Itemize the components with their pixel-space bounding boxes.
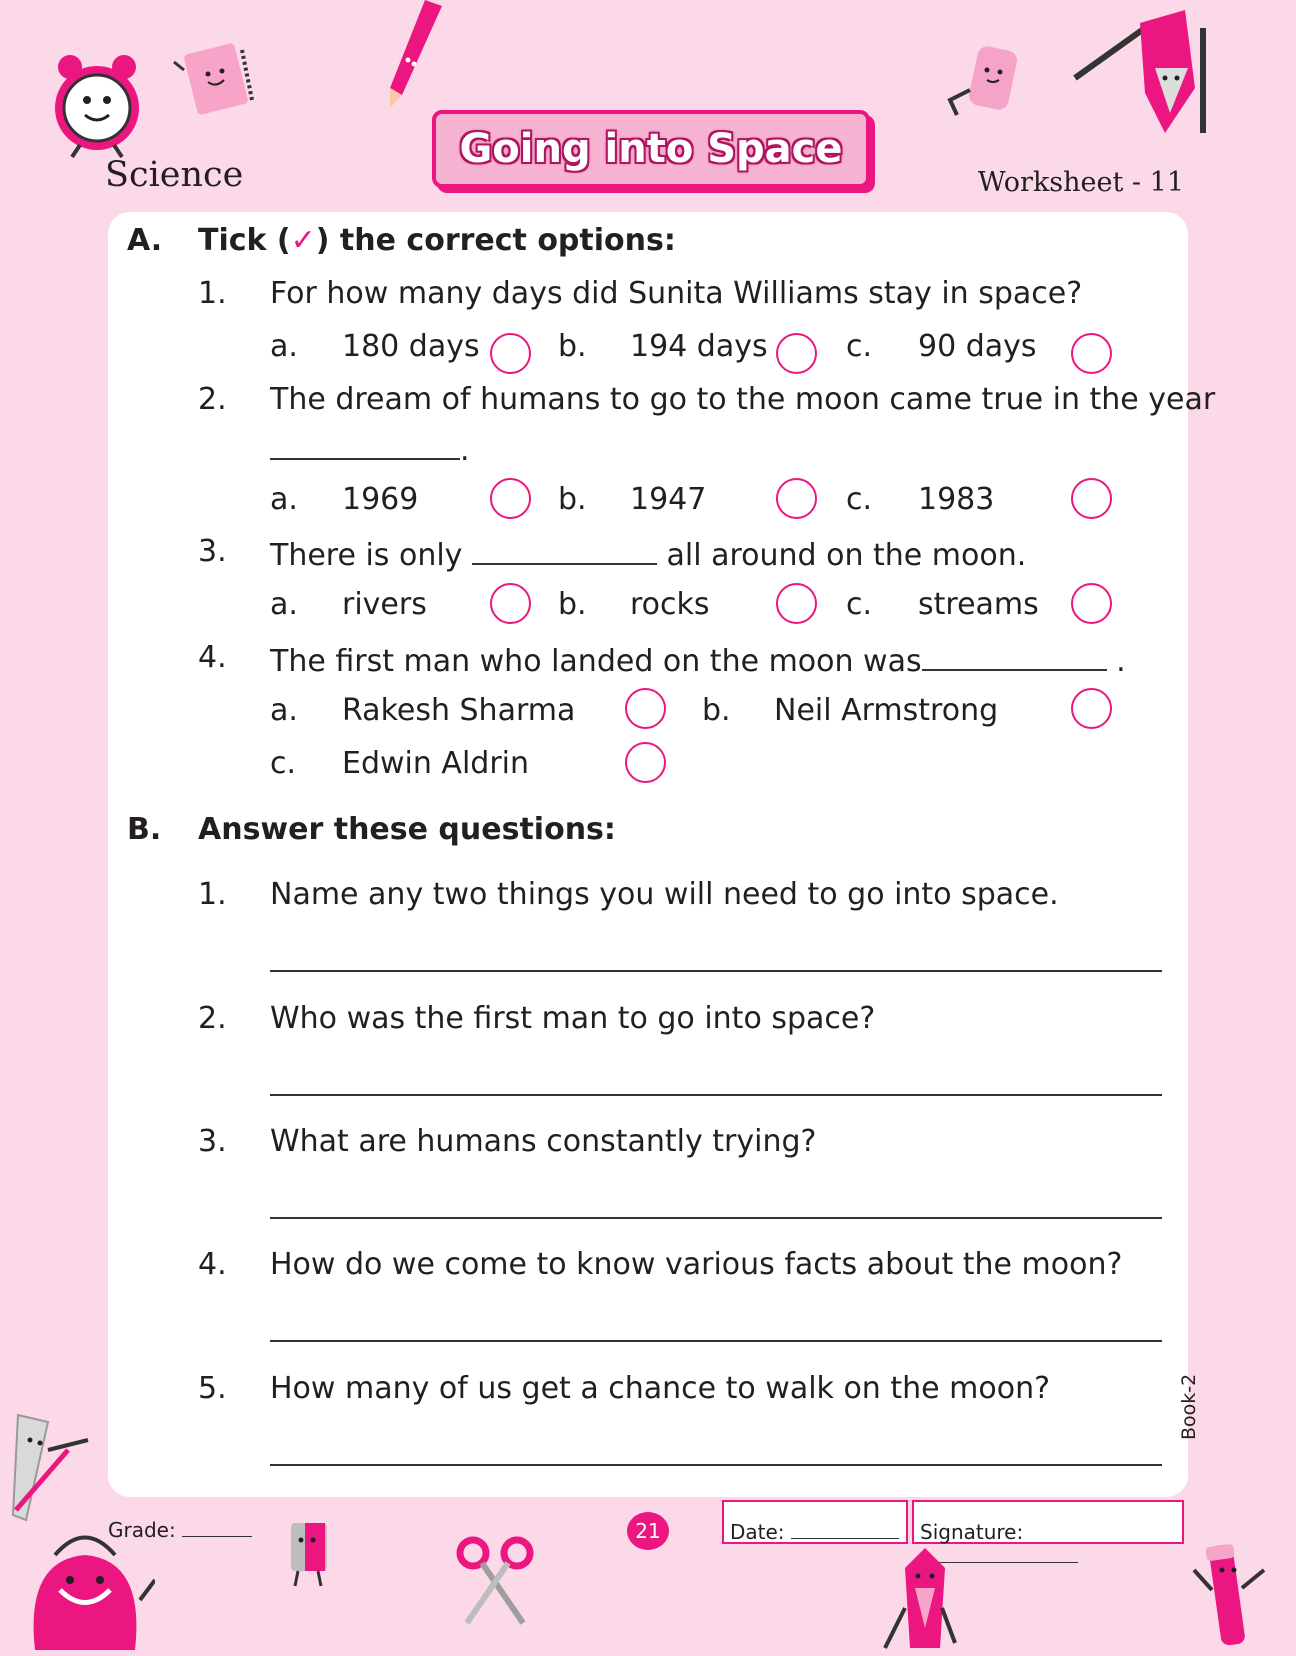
scissors-icon xyxy=(455,1535,535,1625)
question-number: 2. xyxy=(198,382,227,417)
question-text: The first man who landed on the moon was . xyxy=(270,644,1126,679)
option-letter: c. xyxy=(270,746,297,781)
answer-circle[interactable] xyxy=(625,742,666,783)
option-letter: b. xyxy=(558,482,587,517)
date-field[interactable]: Date: xyxy=(722,1500,908,1544)
grade-field[interactable]: Grade: xyxy=(108,1520,252,1540)
answer-circle[interactable] xyxy=(490,333,531,374)
answer-circle[interactable] xyxy=(776,333,817,374)
section-b-heading: Answer these questions: xyxy=(198,812,616,847)
option-text: rivers xyxy=(342,587,427,622)
answer-line[interactable] xyxy=(270,1217,1162,1219)
option-letter: b. xyxy=(558,587,587,622)
answer-circle[interactable] xyxy=(1071,333,1112,374)
option-text: 180 days xyxy=(342,329,480,364)
tick-icon: ✓ xyxy=(290,223,316,258)
answer-line[interactable] xyxy=(270,1094,1162,1096)
question-number: 2. xyxy=(198,1001,227,1036)
option-letter: a. xyxy=(270,587,298,622)
question-number: 4. xyxy=(198,640,227,675)
section-b-letter: B. xyxy=(127,812,162,847)
answer-circle[interactable] xyxy=(490,583,531,624)
option-letter: a. xyxy=(270,329,298,364)
option-text: 1983 xyxy=(918,482,995,517)
question-text: What are humans constantly trying? xyxy=(270,1124,817,1159)
page-number-badge: 21 xyxy=(627,1512,669,1550)
option-text: Edwin Aldrin xyxy=(342,746,530,781)
question-number: 3. xyxy=(198,534,227,569)
question-text: The dream of humans to go to the moon came true in the year xyxy=(270,382,1216,417)
question-text: Who was the first man to go into space? xyxy=(270,1001,876,1036)
subject-label: Science xyxy=(105,155,244,195)
answer-line[interactable] xyxy=(270,970,1162,972)
pen-character-icon xyxy=(1190,1540,1270,1652)
option-letter: a. xyxy=(270,693,298,728)
answer-circle[interactable] xyxy=(490,478,531,519)
option-text: rocks xyxy=(630,587,710,622)
option-text: Rakesh Sharma xyxy=(342,693,576,728)
alarm-clock-icon xyxy=(52,45,147,160)
compass-pencil-icon xyxy=(1070,8,1210,138)
option-letter: a. xyxy=(270,482,298,517)
section-a-heading: Tick (✓) the correct options: xyxy=(198,223,676,258)
answer-circle[interactable] xyxy=(625,688,666,729)
question-text: How many of us get a chance to walk on the moon? xyxy=(270,1371,1050,1406)
option-text: 90 days xyxy=(918,329,1037,364)
option-text: 1969 xyxy=(342,482,419,517)
answer-line[interactable] xyxy=(270,1464,1162,1466)
worksheet-number: Worksheet - 11 xyxy=(977,167,1184,198)
option-letter: c. xyxy=(846,482,873,517)
signature-field[interactable]: Signature: xyxy=(912,1500,1184,1544)
pencil-icon xyxy=(380,0,445,110)
fill-blank[interactable] xyxy=(922,643,1107,671)
option-text: 1947 xyxy=(630,482,707,517)
option-letter: c. xyxy=(846,329,873,364)
fill-blank[interactable] xyxy=(472,537,657,565)
answer-circle[interactable] xyxy=(1071,688,1112,729)
answer-circle[interactable] xyxy=(1071,478,1112,519)
eraser-icon xyxy=(945,40,1030,125)
question-text: How do we come to know various facts about the moon? xyxy=(270,1247,1123,1282)
answer-circle[interactable] xyxy=(1071,583,1112,624)
sharpener-icon xyxy=(283,1518,343,1588)
option-letter: c. xyxy=(846,587,873,622)
option-letter: b. xyxy=(558,329,587,364)
notepad-icon xyxy=(172,40,262,125)
worksheet-title: Going into Space xyxy=(459,126,843,172)
question-text: Name any two things you will need to go into space. xyxy=(270,877,1059,912)
question-number: 4. xyxy=(198,1247,227,1282)
option-letter: b. xyxy=(702,693,731,728)
pencil-character-icon xyxy=(880,1548,960,1653)
answer-circle[interactable] xyxy=(776,478,817,519)
question-text: There is only all around on the moon. xyxy=(270,538,1027,573)
section-a-letter: A. xyxy=(127,223,163,258)
fill-blank[interactable]: . xyxy=(270,432,470,466)
question-number: 5. xyxy=(198,1371,227,1406)
school-bag-icon xyxy=(15,1520,155,1650)
answer-line[interactable] xyxy=(270,1340,1162,1342)
option-text: streams xyxy=(918,587,1039,622)
ruler-icon xyxy=(8,1410,93,1530)
worksheet-title-box xyxy=(432,110,870,188)
question-number: 1. xyxy=(198,276,227,311)
answer-circle[interactable] xyxy=(776,583,817,624)
option-text: 194 days xyxy=(630,329,768,364)
book-label: Book-2 xyxy=(1178,1373,1200,1440)
question-number: 1. xyxy=(198,877,227,912)
question-number: 3. xyxy=(198,1124,227,1159)
question-text: For how many days did Sunita Williams stay in space? xyxy=(270,276,1083,311)
option-text: Neil Armstrong xyxy=(774,693,999,728)
